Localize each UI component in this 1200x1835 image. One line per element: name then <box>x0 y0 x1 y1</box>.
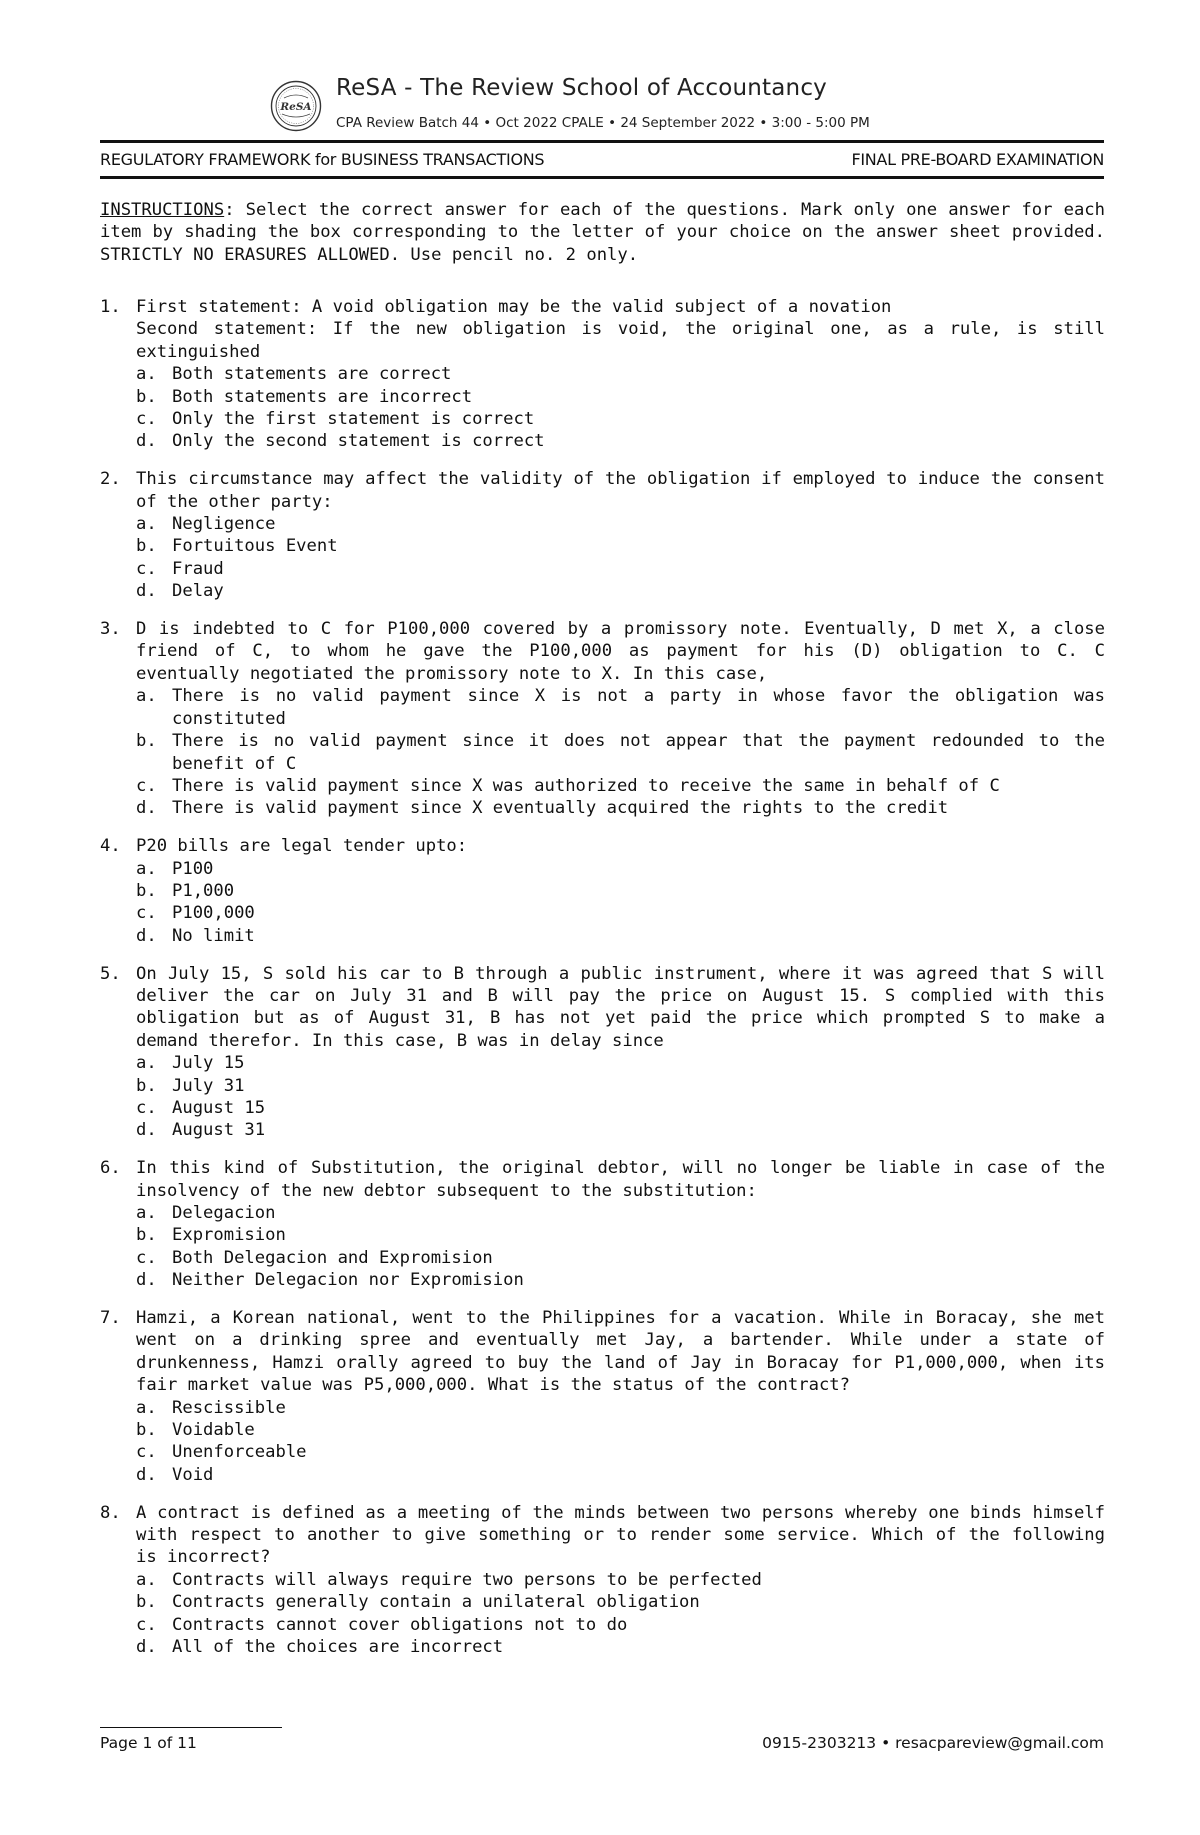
choice-text: Contracts generally contain a unilateral obligation <box>172 1592 700 1613</box>
question-list <box>100 296 1105 1674</box>
choice-text: Expromision <box>172 1225 286 1246</box>
choice-letter: a. <box>136 686 157 707</box>
answer-choice <box>136 1269 1105 1291</box>
answer-choice <box>136 1224 1105 1246</box>
choice-text: August 31 <box>172 1120 266 1141</box>
answer-choice <box>136 1464 1105 1486</box>
choice-letter: b. <box>136 1592 157 1613</box>
question-number: 1. <box>100 297 121 317</box>
answer-choice <box>136 1397 1105 1419</box>
question-number: 7. <box>100 1308 121 1328</box>
answer-choice <box>136 1636 1105 1658</box>
choice-letter: b. <box>136 1225 157 1246</box>
choice-text: There is no valid payment since X is not a party in whose favor the obligation was constituted <box>172 686 1105 729</box>
choice-letter: b. <box>136 1420 157 1441</box>
choice-text: There is valid payment since X was authorized to receive the same in behalf of C <box>172 775 1000 796</box>
choice-letter: d. <box>136 581 157 602</box>
answer-choice <box>136 1119 1105 1141</box>
question-text: D is indebted to C for P100,000 covered by a promissory note. Eventually, D met X, a close friend of C, to whom he gave the P100,000 as payment for his (D) obligation to C. C eventually negotiated the promissory note to X. In this case, <box>136 619 1105 684</box>
choice-text: Delay <box>172 581 224 602</box>
question-number: 8. <box>100 1502 121 1523</box>
choice-letter: c. <box>136 1614 157 1635</box>
question-text: First statement: A void obligation may be the valid subject of a novation Second statement: If the new obligation is void, the original one, as a rule, is still extinguished <box>136 297 1105 362</box>
choice-letter: b. <box>136 880 157 901</box>
answer-choice <box>136 1591 1105 1613</box>
choice-letter: a. <box>136 1397 157 1418</box>
choice-text: All of the choices are incorrect <box>172 1637 504 1658</box>
choice-text: Fraud <box>172 558 224 579</box>
choice-text: Delegacion <box>172 1202 276 1223</box>
choice-text: No limit <box>172 925 255 946</box>
answer-choice <box>136 858 1105 880</box>
choice-text: Both statements are correct <box>172 364 452 385</box>
choice-letter: c. <box>136 1442 157 1463</box>
choice-text: Both statements are incorrect <box>172 386 473 407</box>
logo-text: ReSA <box>280 101 312 113</box>
exam-title-bar <box>100 140 1104 179</box>
choice-letter: c. <box>136 775 157 796</box>
choice-letter: a. <box>136 1053 157 1074</box>
choice-letter: b. <box>136 386 157 407</box>
choice-text: Rescissible <box>172 1397 286 1418</box>
answer-choice <box>136 1075 1105 1097</box>
question-number: 4. <box>100 836 121 857</box>
choice-letter: d. <box>136 798 157 819</box>
answer-choice <box>136 1441 1105 1463</box>
exam-title: FINAL PRE-BOARD EXAMINATION <box>851 150 1104 169</box>
answer-choice <box>136 902 1105 924</box>
answer-choice <box>136 880 1105 902</box>
instructions-text: : Select the correct answer for each of the questions. Mark only one answer for each item by shading the box corresponding to the letter of your choice on the answer sheet provided. STRICTLY NO ERASURES ALLOWED. Use pencil no. 2 only. <box>100 200 1105 265</box>
question-item <box>100 618 1105 820</box>
answer-choice <box>136 775 1105 797</box>
choice-text: Unenforceable <box>172 1442 307 1463</box>
choice-letter: d. <box>136 1637 157 1658</box>
answer-choice <box>136 386 1105 408</box>
question-item <box>100 1502 1105 1659</box>
choice-text: Contracts cannot cover obligations not to do <box>172 1614 628 1635</box>
page-number: Page 1 of 11 <box>100 1734 197 1752</box>
instructions-label: INSTRUCTIONS <box>100 200 225 220</box>
question-number: 2. <box>100 469 121 490</box>
choice-text: Fortuitous Event <box>172 536 338 557</box>
footer-rule <box>100 1727 282 1728</box>
choice-text: Contracts will always require two persons to be perfected <box>172 1569 762 1590</box>
answer-choice <box>136 1097 1105 1119</box>
choice-text: Negligence <box>172 514 276 535</box>
choice-letter: a. <box>136 364 157 385</box>
answer-choice <box>136 1052 1105 1074</box>
choice-letter: b. <box>136 536 157 557</box>
choice-text: Only the first statement is correct <box>172 409 535 430</box>
question-number: 6. <box>100 1158 121 1179</box>
choice-text: Neither Delegacion nor Expromision <box>172 1270 524 1291</box>
instructions <box>100 199 1105 266</box>
question-item <box>100 468 1105 602</box>
choice-text: P100,000 <box>172 903 255 924</box>
choice-letter: d. <box>136 925 157 946</box>
subject-title: REGULATORY FRAMEWORK for BUSINESS TRANSACTIONS <box>100 150 545 169</box>
answer-choice <box>136 685 1105 730</box>
answer-choice <box>136 363 1105 385</box>
choice-letter: d. <box>136 1270 157 1291</box>
batch-schedule: CPA Review Batch 44 • Oct 2022 CPALE • 24 September 2022 • 3:00 - 5:00 PM <box>336 115 870 131</box>
choice-text: July 31 <box>172 1075 245 1096</box>
answer-choice <box>136 1419 1105 1441</box>
choice-text: Both Delegacion and Expromision <box>172 1247 493 1268</box>
choice-text: There is no valid payment since it does not appear that the payment redounded to the benefit of C <box>172 731 1105 774</box>
choice-letter: b. <box>136 1075 157 1096</box>
choice-text: Voidable <box>172 1420 255 1441</box>
answer-choice <box>136 1247 1105 1269</box>
answer-choice <box>136 1569 1105 1591</box>
question-text: This circumstance may affect the validity of the obligation if employed to induce the consent of the other party: <box>136 469 1105 512</box>
choice-text: P100 <box>172 858 214 879</box>
question-item <box>100 835 1105 947</box>
question-item <box>100 1157 1105 1291</box>
choice-letter: c. <box>136 409 157 430</box>
choice-letter: a. <box>136 514 157 535</box>
question-item <box>100 963 1105 1142</box>
contact-info: 0915-2303213 • resacpareview@gmail.com <box>762 1734 1104 1752</box>
answer-choice <box>136 430 1105 452</box>
choice-letter: c. <box>136 903 157 924</box>
choice-text: Void <box>172 1464 214 1485</box>
choice-letter: d. <box>136 1464 157 1485</box>
question-text: On July 15, S sold his car to B through a public instrument, where it was agreed that S will deliver the car on July 31 and B will pay the price on August 15. S complied with this obligation but as of August 31, B has not yet paid the price which prompted S to make a demand therefor. In this case, B was in delay since <box>136 963 1105 1051</box>
page-header <box>270 75 970 145</box>
question-number: 5. <box>100 963 121 984</box>
choice-letter: c. <box>136 1247 157 1268</box>
answer-choice <box>136 558 1105 580</box>
question-text: P20 bills are legal tender upto: <box>136 836 468 857</box>
answer-choice <box>136 730 1105 775</box>
question-text: Hamzi, a Korean national, went to the Philippines for a vacation. While in Boracay, she met went on a drinking spree and eventually met Jay, a bartender. While under a state of drunkenness, Hamzi orally agreed to buy the land of Jay in Boracay for P1,000,000, when its fair market value was P5,000,000. What is the status of the contract? <box>136 1308 1105 1396</box>
answer-choice <box>136 925 1105 947</box>
choice-letter: b. <box>136 731 157 752</box>
question-number: 3. <box>100 619 121 640</box>
choice-letter: d. <box>136 431 157 452</box>
choice-letter: d. <box>136 1120 157 1141</box>
answer-choice <box>136 535 1105 557</box>
choice-text: P1,000 <box>172 880 235 901</box>
choice-letter: c. <box>136 1097 157 1118</box>
question-text: A contract is defined as a meeting of the minds between two persons whereby one binds himself with respect to another to give something or to render some service. Which of the following is incorrect? <box>136 1502 1105 1568</box>
answer-choice <box>136 580 1105 602</box>
choice-text: July 15 <box>172 1053 245 1074</box>
answer-choice <box>136 1202 1105 1224</box>
answer-choice <box>136 408 1105 430</box>
choice-text: August 15 <box>172 1097 266 1118</box>
school-name: ReSA - The Review School of Accountancy <box>336 75 827 101</box>
choice-text: There is valid payment since X eventually acquired the rights to the credit <box>172 798 949 819</box>
answer-choice <box>136 797 1105 819</box>
choice-text: Only the second statement is correct <box>172 431 545 452</box>
answer-choice <box>136 1614 1105 1636</box>
choice-letter: a. <box>136 1569 157 1590</box>
resa-logo-seal <box>270 80 322 132</box>
question-text: In this kind of Substitution, the original debtor, will no longer be liable in case of the insolvency of the new debtor subsequent to the substitution: <box>136 1158 1105 1201</box>
choice-letter: a. <box>136 858 157 879</box>
question-item <box>100 296 1105 453</box>
choice-letter: c. <box>136 558 157 579</box>
question-item <box>100 1307 1105 1486</box>
choice-letter: a. <box>136 1202 157 1223</box>
answer-choice <box>136 513 1105 535</box>
